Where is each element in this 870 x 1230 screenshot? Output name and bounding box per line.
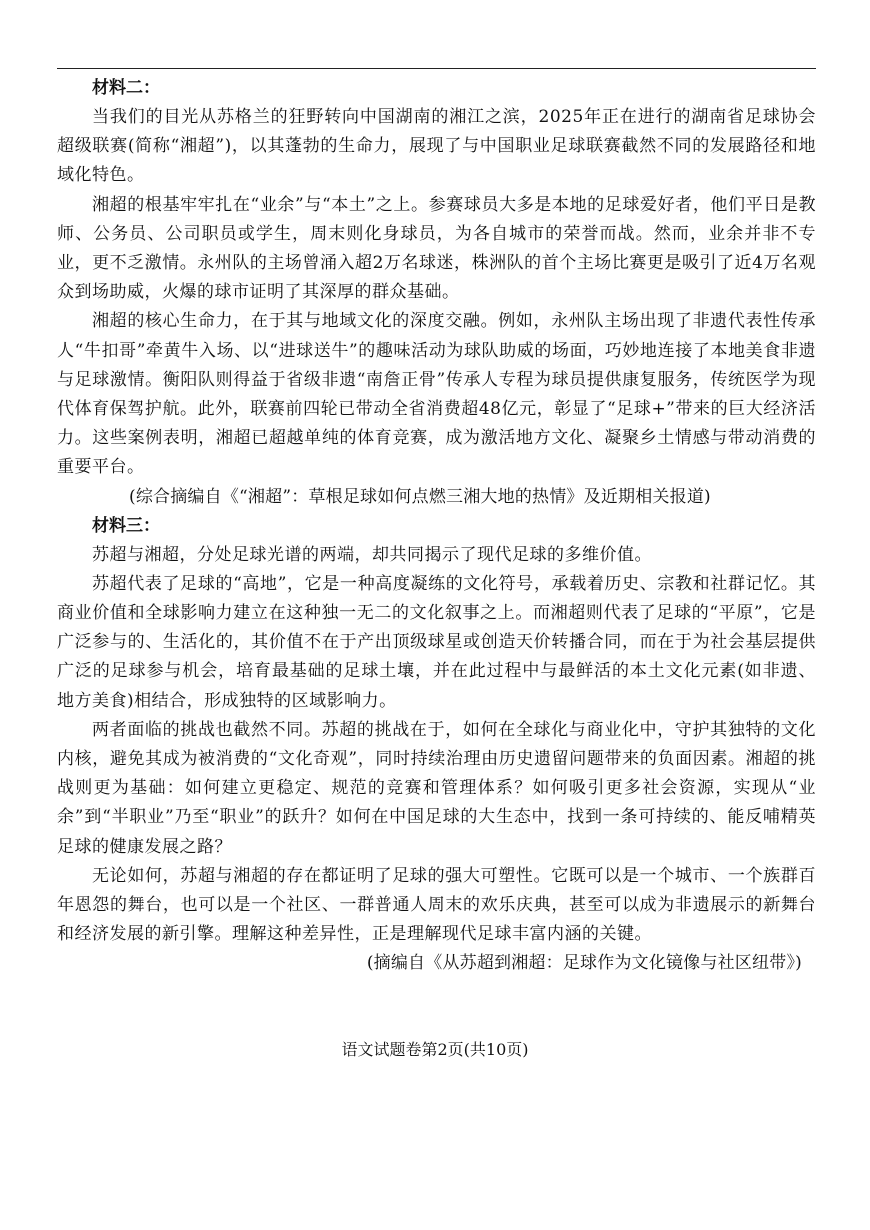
paragraph: 苏超与湘超，分处足球光谱的两端，却共同揭示了现代足球的多维价值。	[92, 544, 652, 565]
section-heading-material-2: 材料二：	[92, 78, 160, 98]
source-citation: (摘编自《从苏超到湘超：足球作为文化镜像与社区纽带》)	[366, 953, 802, 974]
paragraph: 两者面临的挑战也截然不同。苏超的挑战在于，如何在全球化与商业化中，守护其独特的文化内核，避免其成为被消费的“文化奇观”，同时持续治理由历史遗留问题带来的负面因素。湘超的挑战则更为基础：如何建立更稳定、规范的竞赛和管理体系？如何吸引更多社会资源，实现从“业余”到“半职业”乃至“职业”的跃升？如何在中国足球的大生态中，找到一条可持续的、能反哺精英足球的健康发展之路？	[57, 719, 816, 857]
paragraph: 当我们的目光从苏格兰的狂野转向中国湖南的湘江之滨，2025年正在进行的湖南省足球协会超级联赛(简称“湘超”)，以其蓬勃的生命力，展现了与中国职业足球联赛截然不同的发展路径和地域化特色。	[57, 107, 816, 186]
paragraph: 湘超的根基牢牢扎在“业余”与“本土”之上。参赛球员大多是本地的足球爱好者，他们平日是教师、公务员、公司职员或学生，周末则化身球员，为各自城市的荣誉而战。然而，业余并非不专业，更不乏激情。永州队的主场曾涌入超2万名球迷，株洲队的首个主场比赛更是吸引了近4万名观众到场助威，火爆的球市证明了其深厚的群众基础。	[57, 194, 816, 303]
top-rule	[57, 68, 816, 69]
section-heading-material-3: 材料三：	[92, 515, 160, 536]
paragraph: 湘超的核心生命力，在于其与地域文化的深度交融。例如，永州队主场出现了非遗代表性传承人“牛扣哥”牵黄牛入场、以“进球送牛”的趣味活动为球队助威的场面，巧妙地连接了本地美食非遗与足球激情。衡阳队则得益于省级非遗“南詹正骨”传承人专程为球员提供康复服务，传统医学为现代体育保驾护航。此外，联赛前四轮已带动全省消费超48亿元，彰显了“足球+”带来的巨大经济活力。这些案例表明，湘超已超越单纯的体育竞赛，成为激活地方文化、凝聚乡土情感与带动消费的重要平台。	[57, 311, 816, 478]
paragraph: 苏超代表了足球的“高地”，它是一种高度凝练的文化符号，承载着历史、宗教和社群记忆。其商业价值和全球影响力建立在这种独一无二的文化叙事之上。而湘超则代表了足球的“平原”，它是广泛参与的、生活化的，其价值不在于产出顶级球星或创造天价转播合同，而在于为社会基层提供广泛的足球参与机会，培育最基础的足球土壤，并在此过程中与最鲜活的本土文化元素(如非遗、地方美食)相结合，形成独特的区域影响力。	[57, 573, 816, 711]
source-citation: (综合摘编自《“湘超”：草根足球如何点燃三湘大地的热情》及近期相关报道)	[129, 486, 711, 507]
page-footer: 语文试题卷第2页(共10页)	[341, 1040, 529, 1059]
paragraph: 无论如何，苏超与湘超的存在都证明了足球的强大可塑性。它既可以是一个城市、一个族群百年恩怨的舞台，也可以是一个社区、一群普通人周末的欢乐庆典，甚至可以成为非遗展示的新舞台和经济发展的新引擎。理解这种差异性，正是理解现代足球丰富内涵的关键。	[57, 865, 816, 945]
document-body	[57, 74, 816, 978]
